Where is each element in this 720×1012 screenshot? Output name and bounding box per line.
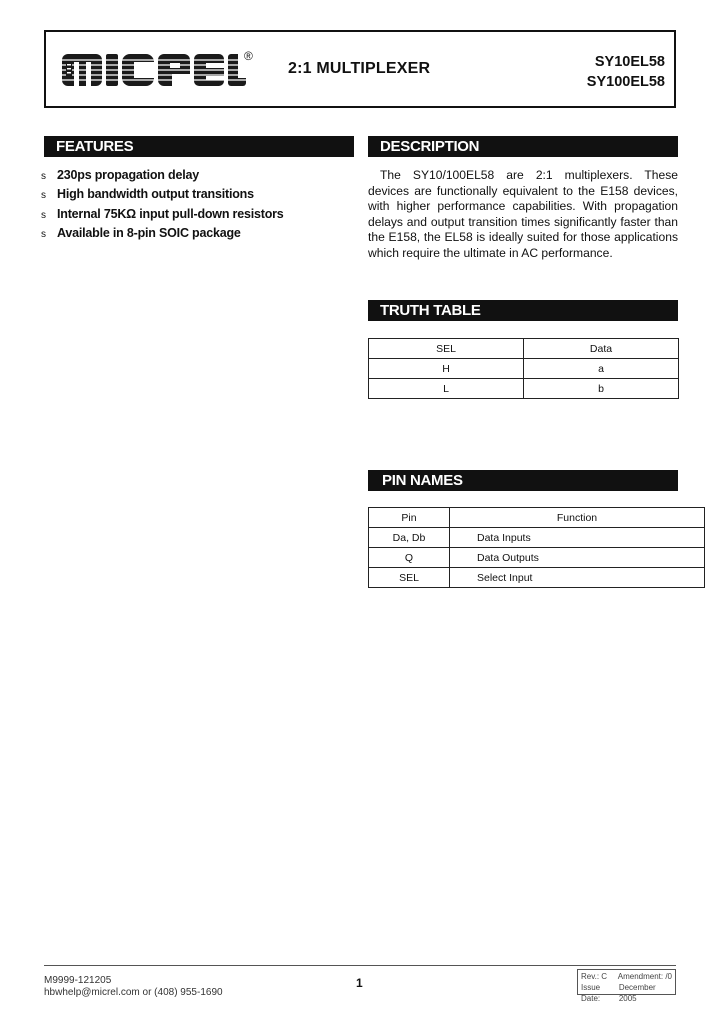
bullet: s [41, 229, 46, 241]
doc-number: M9999-121205 [44, 975, 112, 986]
table-cell: Select Input [450, 568, 705, 588]
issue-date: December 2005 [618, 983, 656, 1003]
description-heading: DESCRIPTION [368, 136, 678, 157]
pin-names-heading: PIN NAMES [368, 470, 678, 491]
table-header-row [369, 339, 679, 359]
description-text: The SY10/100EL58 are 2:1 multiplexers. These devices are functionally equivalent to the E158 devices, with higher performance capabilities. With propagation delays and output transition times significantly faster than the E158, the EL58 is ideally suited for those applications which require the ultimate in AC performance. [368, 168, 678, 260]
amendment: Amendment: /0 [617, 972, 672, 981]
bullet: s [41, 190, 46, 202]
table-cell: L [369, 379, 524, 399]
pin-names-table [368, 507, 705, 588]
feature-item: s 230ps propagation delay [44, 166, 344, 185]
part-number: SY100EL58 [586, 74, 665, 90]
part-numbers [587, 52, 665, 92]
bullet: s [41, 171, 46, 182]
table-header-cell: Function [450, 508, 705, 528]
feature-item: s Available in 8-pin SOIC package [44, 224, 344, 243]
table-cell: Da, Db [369, 528, 450, 548]
footer-info [44, 975, 223, 998]
issue-date-label: Issue Date: [581, 983, 601, 1003]
table-row [369, 528, 705, 548]
table-cell: Data Inputs [450, 528, 705, 548]
table-row [369, 568, 705, 588]
table-cell: H [369, 359, 524, 379]
footer-divider [44, 965, 676, 966]
contact-info: hbwhelp@micrel.com or (408) 955-1690 [44, 986, 223, 998]
feature-item: s Internal 75KΩ input pull-down resistors [44, 205, 344, 224]
table-row [369, 379, 679, 399]
table-row [369, 548, 705, 568]
features-heading: FEATURES [44, 136, 354, 157]
table-header-cell: Data [524, 339, 679, 359]
table-cell: Q [369, 548, 450, 568]
page-number: 1 [356, 976, 363, 990]
registered-mark: ® [244, 49, 253, 63]
features-list [41, 166, 344, 244]
document-title: 2:1 MULTIPLEXER [288, 60, 431, 77]
feature-item: s High bandwidth output transitions [44, 185, 344, 204]
table-header-cell: SEL [369, 339, 524, 359]
table-cell: Data Outputs [450, 548, 705, 568]
table-cell: a [524, 359, 679, 379]
revision-box [577, 969, 676, 1003]
table-cell: b [524, 379, 679, 399]
truth-table [368, 338, 679, 399]
revision: Rev.: C [581, 972, 608, 981]
table-header-row [369, 508, 705, 528]
part-number: SY10EL58 [594, 54, 665, 70]
table-cell: SEL [369, 568, 450, 588]
micrel-logo [62, 48, 258, 92]
bullet: s [41, 209, 46, 221]
truth-table-heading: TRUTH TABLE [368, 300, 678, 321]
table-row [369, 359, 679, 379]
table-header-cell: Pin [369, 508, 450, 528]
